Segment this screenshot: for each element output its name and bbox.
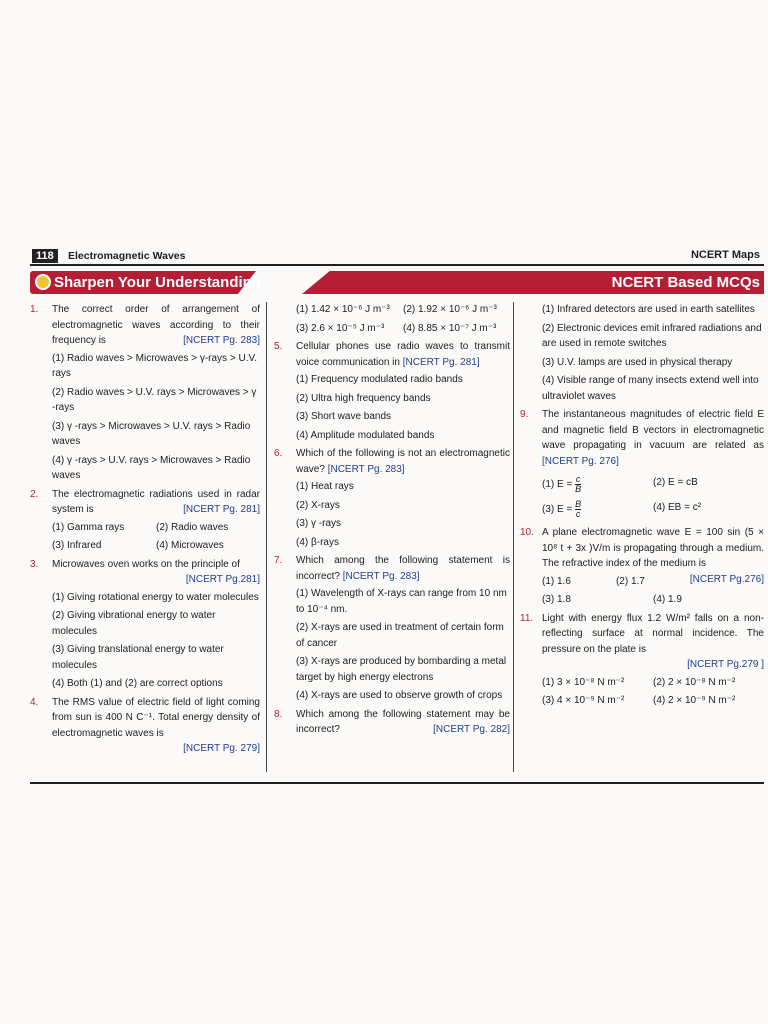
- ncert-reference: [NCERT Pg.281]: [185, 574, 260, 585]
- option-label: (3) E =: [542, 504, 573, 516]
- option-label: (1) E =: [542, 479, 573, 491]
- option: (3) 4 × 10⁻⁹ N m⁻²: [542, 695, 625, 706]
- question-number: 4.: [30, 696, 39, 708]
- question-text: Which among the following statement is incorrect?: [296, 555, 510, 582]
- option: (1) Radio waves > Microwaves > γ-rays > U.V. rays: [52, 352, 257, 379]
- lightbulb-icon: [35, 274, 51, 290]
- question-4: [30, 695, 260, 757]
- ncert-reference: [NCERT Pg. 279]: [183, 743, 260, 754]
- question-number: 5.: [274, 341, 283, 352]
- ncert-reference: [NCERT Pg. 283]: [342, 570, 420, 582]
- option: (4) EB = c²: [653, 502, 702, 513]
- question-number: 7.: [274, 555, 283, 566]
- option-row: [30, 520, 260, 536]
- question-5: [274, 339, 510, 370]
- fraction: [575, 500, 581, 519]
- option: (2) 1.92 × 10⁻⁶ J m⁻³: [403, 304, 497, 315]
- option-row: [274, 302, 510, 318]
- option: [542, 475, 653, 494]
- column-3: [520, 302, 764, 712]
- question-number: 9.: [520, 409, 529, 420]
- option: (2) Giving vibrational energy to water molecules: [52, 610, 216, 637]
- question-text: The correct order of arrangement of electromagnetic waves according to their frequency is: [52, 304, 260, 346]
- chapter-title: Electromagnetic Waves: [68, 250, 186, 262]
- option: (2) X-rays: [296, 499, 340, 511]
- ncert-reference: [NCERT Pg. 282]: [433, 724, 510, 735]
- question-6: [274, 446, 510, 477]
- question-text: Which of the following is not an electromagnetic wave?: [296, 448, 510, 475]
- numerator: B: [575, 499, 582, 509]
- option-row: [520, 675, 764, 691]
- textbook-page: [30, 244, 764, 789]
- question-7: [274, 553, 510, 584]
- option: (1) Wavelength of X-rays can range from 10 nm to 10⁻⁴ nm.: [296, 588, 507, 615]
- question-text: A plane electromagnetic wave E = 100 sin (5 × 10⁸ t + 3x )V/m is propagating through a medium. The refractive index of the medium is: [542, 527, 764, 569]
- denominator: c: [575, 509, 581, 519]
- option-row: [274, 321, 510, 337]
- question-number: 2.: [30, 488, 39, 500]
- question-number: 11.: [520, 612, 534, 624]
- option: (2) E = cB: [653, 477, 698, 488]
- option: (2) X-rays are used in treatment of certain form of cancer: [296, 622, 504, 649]
- option: (1) 3 × 10⁻⁸ N m⁻²: [542, 676, 625, 688]
- numerator: c: [575, 474, 581, 484]
- option: (3) 2.6 × 10⁻⁵ J m⁻³: [296, 322, 385, 334]
- question-11: [520, 611, 764, 673]
- option: (3) Giving translational energy to water molecules: [52, 644, 224, 671]
- option: [542, 500, 653, 519]
- question-3: [30, 557, 260, 588]
- question-number: 8.: [274, 708, 283, 720]
- option: (3) Infrared: [52, 540, 102, 551]
- option: (2) 1.7: [615, 575, 645, 587]
- option: (4) γ -rays > U.V. rays > Microwaves > Radio waves: [52, 454, 251, 481]
- option: (4) Amplitude modulated bands: [296, 429, 435, 441]
- option: (1) Heat rays: [296, 481, 354, 492]
- question-text: Microwaves oven works on the principle of: [52, 558, 240, 570]
- ncert-reference: [NCERT Pg. 281]: [183, 504, 260, 515]
- option: (4) Both (1) and (2) are correct options: [52, 678, 223, 689]
- ncert-reference: [NCERT Pg.276]: [689, 573, 764, 585]
- option: (4) Visible range of many insects extend well into ultraviolet waves: [542, 375, 759, 402]
- question-text: Which among the following statement may be incorrect?: [296, 708, 510, 735]
- question-number: 1.: [30, 304, 39, 315]
- option: (2) 2 × 10⁻⁸ N m⁻²: [653, 676, 736, 688]
- ncert-reference: [NCERT Pg. 276]: [542, 455, 619, 467]
- option: (2) Radio waves > U.V. rays > Microwaves > γ -rays: [52, 386, 257, 413]
- option-row: [520, 475, 764, 494]
- question-number: 6.: [274, 448, 283, 459]
- question-9: [520, 407, 764, 469]
- ncert-reference: [NCERT Pg. 283]: [327, 463, 405, 475]
- option: (3) U.V. lamps are used in physical therapy: [542, 356, 733, 368]
- right-band-title: NCERT Based MCQs: [611, 274, 760, 291]
- option: (1) Giving rotational energy to water molecules: [52, 591, 259, 603]
- option: (1) Infrared detectors are used in earth satellites: [542, 304, 755, 315]
- page-header: [30, 244, 764, 266]
- question-text: The electromagnetic radiations used in radar system is: [52, 488, 260, 515]
- fraction: [575, 475, 581, 494]
- question-2: [30, 487, 260, 518]
- page-number: 118: [32, 249, 58, 263]
- option-row: [520, 693, 764, 709]
- option: (3) X-rays are produced by bombarding a metal target by high energy electrons: [296, 656, 507, 683]
- option: (4) β-rays: [296, 536, 339, 548]
- question-text: The RMS value of electric field of light coming from sun is 400 N C⁻¹. Total energy density of electromagnetic waves is: [52, 696, 260, 739]
- option-row: [520, 574, 690, 590]
- column-2: [274, 302, 510, 740]
- question-8: [274, 707, 510, 738]
- section-label: NCERT Maps: [690, 249, 760, 261]
- option: (4) Microwaves: [156, 540, 224, 551]
- option-row: [520, 592, 764, 608]
- left-band-title: Sharpen Your Understanding: [54, 274, 261, 291]
- option: (4) 2 × 10⁻⁹ N m⁻²: [653, 695, 736, 706]
- ncert-reference: [NCERT Pg. 281]: [402, 356, 480, 368]
- denominator: B: [575, 484, 582, 494]
- question-text: Light with energy flux 1.2 W/m² falls on a non-reflecting surface at normal incidence. The pressure on the plate is: [542, 612, 764, 655]
- option: (1) Frequency modulated radio bands: [296, 374, 463, 385]
- question-number: 3.: [30, 558, 39, 570]
- option: (1) 1.6: [542, 575, 571, 587]
- option-row: [520, 500, 764, 519]
- option: (3) γ -rays > Microwaves > U.V. rays > Radio waves: [52, 420, 251, 447]
- column-1: [30, 302, 260, 759]
- option: (4) 1.9: [653, 594, 682, 605]
- option: (3) 1.8: [542, 594, 571, 605]
- option: (2) Electronic devices emit infrared radiations and are used in remote switches: [542, 322, 762, 349]
- question-number: 10.: [520, 527, 534, 538]
- option: (4) X-rays are used to observe growth of crops: [296, 690, 503, 701]
- option: (2) Ultra high frequency bands: [296, 392, 431, 404]
- question-1: [30, 302, 260, 349]
- option: (3) γ -rays: [296, 518, 341, 529]
- question-text: The instantaneous magnitudes of electric field E and magnetic field B vectors in electromagnetic wave propagating in vacuum are related as: [542, 409, 764, 451]
- option-row: [30, 538, 260, 554]
- ncert-reference: [NCERT Pg. 283]: [183, 335, 260, 346]
- option: (4) 8.85 × 10⁻⁷ J m⁻³: [403, 322, 497, 334]
- option: (1) Gamma rays: [52, 521, 125, 533]
- option: (1) 1.42 × 10⁻⁶ J m⁻³: [296, 304, 390, 315]
- ncert-reference: [NCERT Pg.279 ]: [687, 659, 764, 670]
- option: (2) Radio waves: [156, 521, 229, 533]
- page-footer-rule: [30, 782, 764, 784]
- option: (3) Short wave bands: [296, 411, 392, 422]
- question-text: Cellular phones use radio waves to transmit voice communication in: [296, 341, 510, 368]
